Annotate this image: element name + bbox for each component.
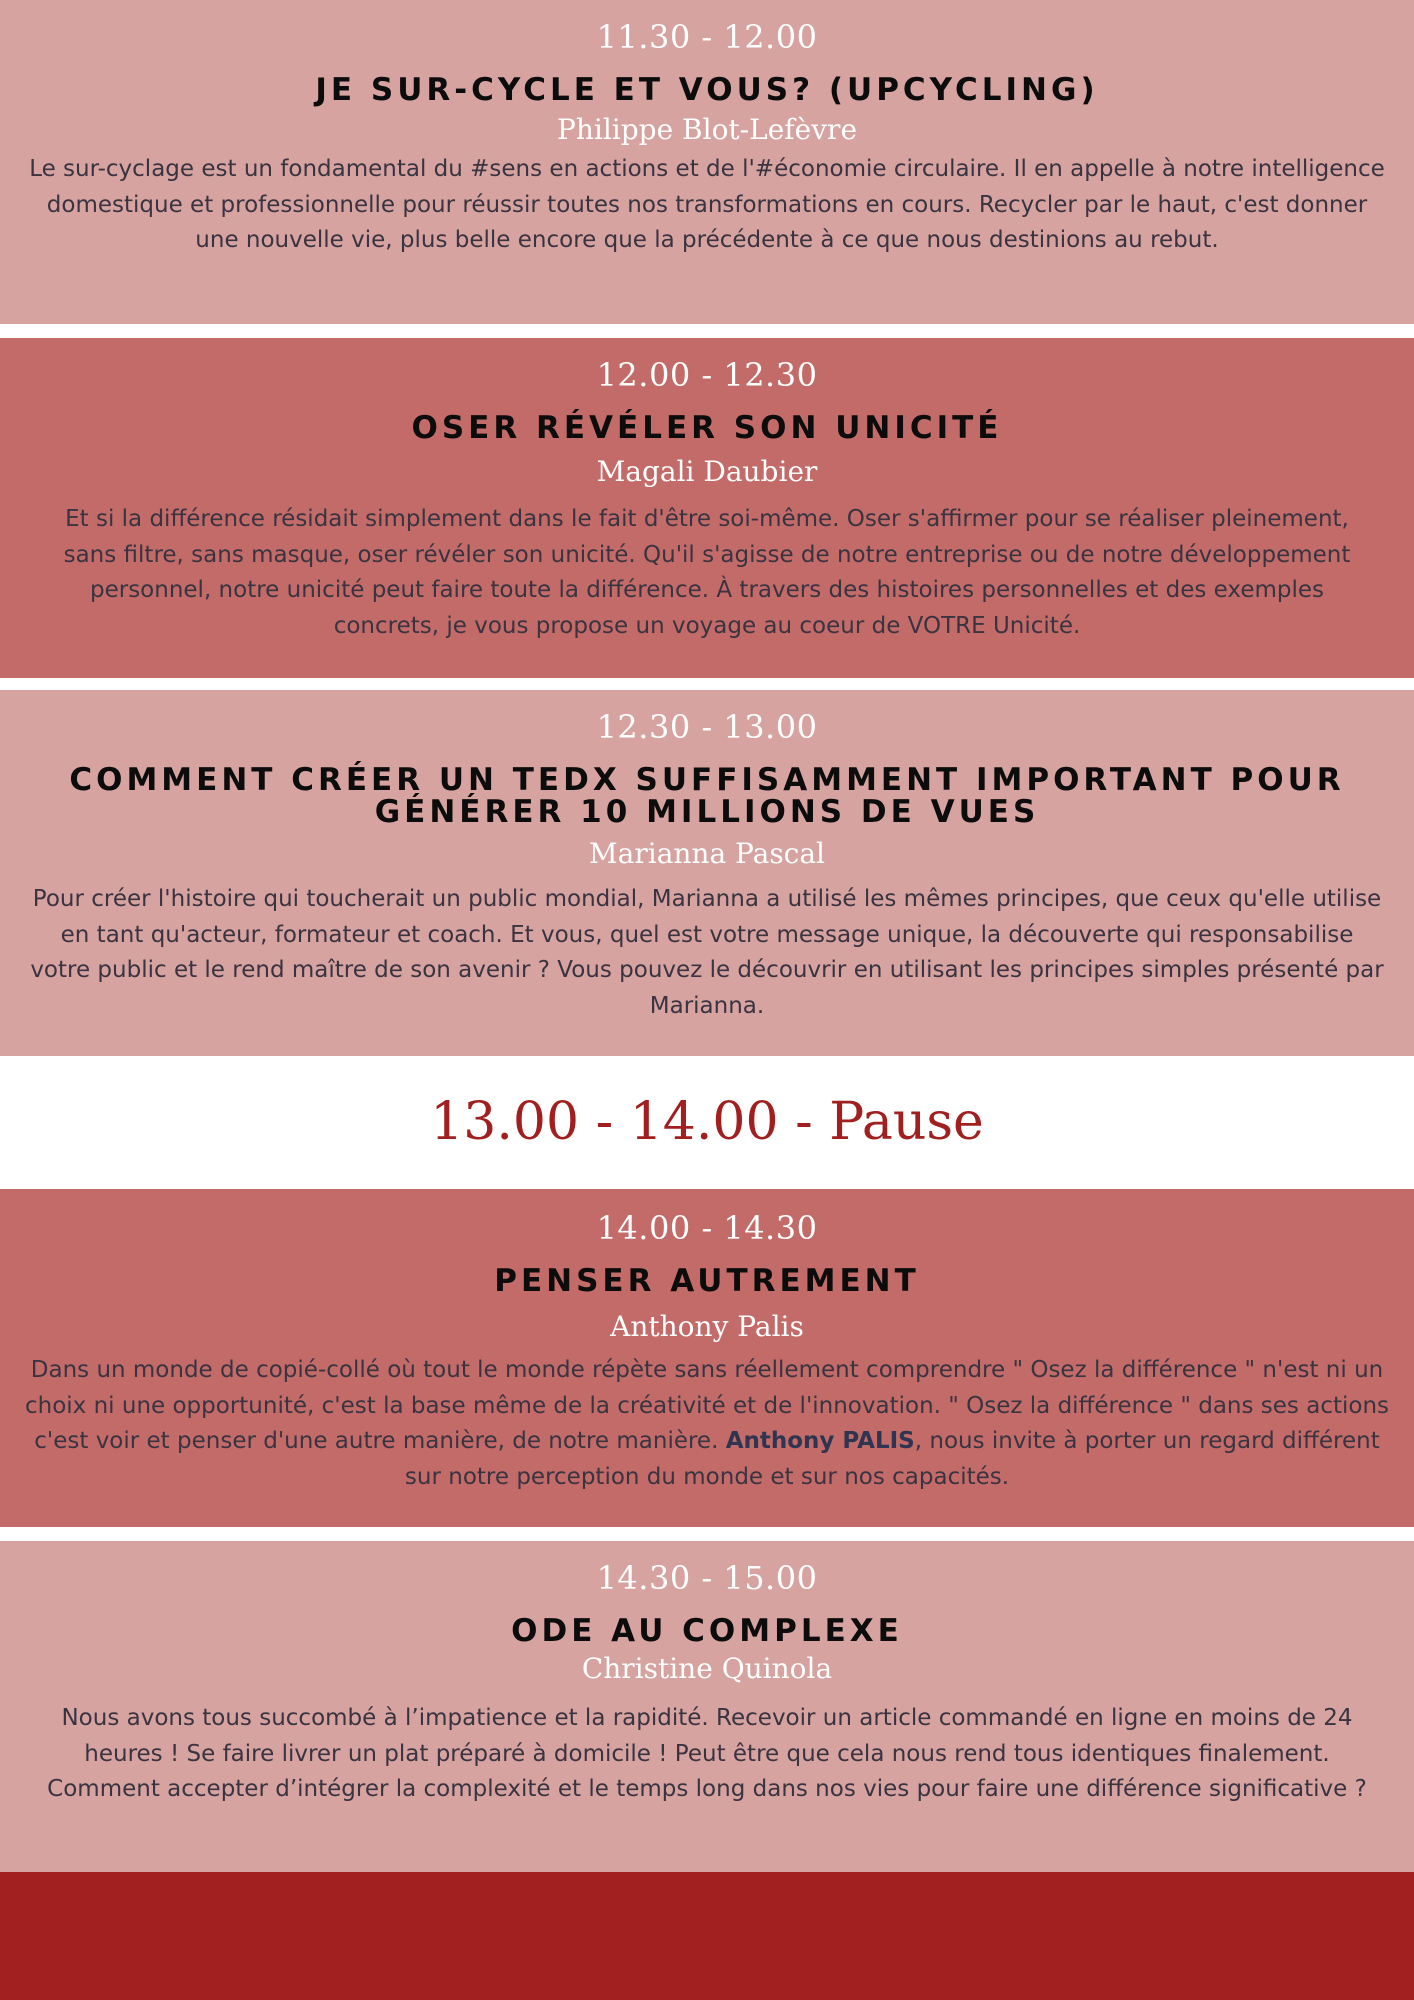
description-text: Dans un monde de copié-collé où tout le monde répète sans réellement comprendre " Osez la différence " n'est ni un choix ni une opportunité, c'est la base même de la créativité et de l'innovation. " Osez la différence " dans ses actions c'est voir et penser d'une autre manière, de notre manière. — [24, 1357, 1390, 1454]
session-time: 14.30 - 15.00 — [596, 1559, 818, 1597]
session-time: 14.00 - 14.30 — [596, 1209, 818, 1247]
session-time: 12.00 - 12.30 — [596, 356, 818, 394]
session-speaker: Philippe Blot-Lefèvre — [556, 113, 858, 146]
session-title: OSER RÉVÉLER SON UNICITÉ — [411, 410, 1003, 446]
session-speaker: Magali Daubier — [596, 455, 818, 488]
session-block-5 — [0, 1541, 1414, 1872]
pause-label: 13.00 - 14.00 - Pause — [430, 1092, 984, 1152]
session-description: Nous avons tous succombé à l’impatience et la rapidité. Recevoir un article commandé en ligne en moins de 24 heures ! Se faire livrer un plat préparé à domicile ! Peut être que cela nous rend tous identiques finalement. Comment accepter d’intégrer la complexité et le temps long dans nos vies pour faire une différence significative ? — [47, 1705, 1367, 1802]
session-description: Pour créer l'histoire qui toucherait un public mondial, Marianna a utilisé les mêmes principes, que ceux qu'elle utilise en tant qu'acteur, formateur et coach. Et vous, quel est votre message unique, la découverte qui responsabilise votre public et le rend maître de son avenir ? Vous pouvez le découvrir en utilisant les principes simples présenté par Marianna. — [30, 886, 1384, 1019]
session-block-3 — [0, 690, 1414, 1056]
session-block-4 — [0, 1189, 1414, 1527]
speaker-highlight: Anthony PALIS — [725, 1428, 915, 1454]
footer-band — [0, 1872, 1414, 2000]
session-title: COMMENT CRÉER UN TEDX SUFFISAMMENT IMPORTANT POUR GÉNÉRER 10 MILLIONS DE VUES — [69, 762, 1345, 830]
session-time: 12.30 - 13.00 — [596, 708, 818, 746]
session-block-2 — [0, 338, 1414, 678]
session-speaker: Christine Quinola — [581, 1652, 833, 1685]
session-block-1 — [0, 0, 1414, 324]
session-description: Et si la différence résidait simplement dans le fait d'être soi-même. Oser s'affirmer pour se réaliser pleinement, sans filtre, sans masque, oser révéler son unicité. Qu'il s'agisse de notre entreprise ou de notre développement personnel, notre unicité peut faire toute la différence. À travers des histoires personnelles et des exemples concrets, je vous propose un voyage au coeur de VOTRE Unicité. — [63, 506, 1351, 639]
session-title: ODE AU COMPLEXE — [511, 1613, 903, 1649]
session-description — [0, 1353, 1414, 1495]
session-title: JE SUR-CYCLE ET VOUS? (UPCYCLING) — [315, 72, 1099, 108]
session-description: Le sur-cyclage est un fondamental du #sens en actions et de l'#économie circulaire. Il en appelle à notre intelligence domestique et professionnelle pour réussir toutes nos transformations en cours. Recycler par le haut, c'est donner une nouvelle vie, plus belle encore que la précédente à ce que nous destinions au rebut. — [29, 156, 1385, 253]
session-title: PENSER AUTREMENT — [494, 1263, 920, 1299]
session-time: 11.30 - 12.00 — [596, 18, 818, 56]
session-speaker: Marianna Pascal — [588, 837, 826, 870]
session-speaker: Anthony Palis — [610, 1310, 804, 1343]
description-text: , nous invite à porter un regard différent sur notre perception du monde et sur nos capacités. — [404, 1428, 1380, 1490]
